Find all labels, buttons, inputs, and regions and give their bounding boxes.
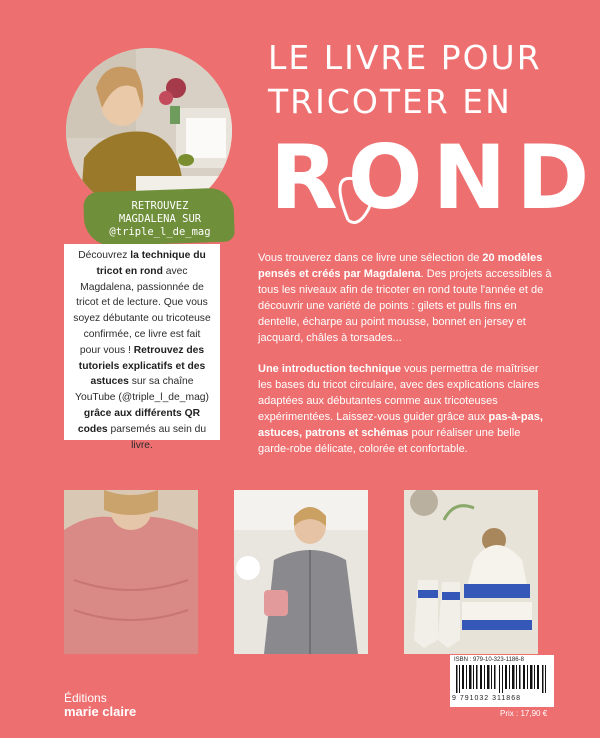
paragraph-1	[258, 250, 552, 346]
barcode-bars-icon	[456, 665, 548, 693]
p1-text-c: . Des projets accessibles à tous les niveaux afin de tricoter en rond toute l'année et de découvrir une variété de points : gilets et pulls fins en dentelle, écharpe au point mousse, bonnet en jersey et jacquard, châles à torsades...	[258, 268, 552, 344]
photo-grey-cardigan	[234, 490, 368, 654]
side-text-2: la technique du tricot en rond	[96, 250, 206, 277]
side-text-5: sur sa chaîne YouTube (@triple_l_de_mag)	[75, 376, 209, 404]
book-title-main: ROND	[270, 126, 600, 229]
p2-text-b: vous permettra de maîtriser les bases du tricot circulaire, avec des explications claires adaptées aux débutantes comme aux tricoteuses expérimentées. Laissez-vous guider grâce aux	[258, 363, 540, 423]
publisher-logo	[64, 692, 136, 718]
paragraph-2	[258, 361, 552, 457]
badge-line-2: MAGDALENA SUR	[118, 213, 202, 225]
title-line-1: LE LIVRE POUR	[268, 38, 542, 77]
side-text-7: parsemés au sein du livre.	[107, 423, 207, 451]
p1-text-a: Vous trouverez dans ce livre une sélection de	[258, 252, 483, 264]
p2-text-c: pas-à-pas, astuces, patrons et schémas	[258, 411, 543, 439]
swirl-decoration-icon	[318, 150, 398, 230]
side-text-3: avec Magdalena, passionnée de tricot et de lecture. Que vous soyez débutante ou tricoteuse confirmée, ce livre est fait pour vous !	[73, 265, 211, 356]
barcode-digits: 9 791032 311868	[452, 695, 521, 702]
isbn-text: ISBN : 979-10-323-1186-8	[454, 657, 524, 663]
author-badge-text	[98, 200, 222, 239]
photo-pink-sweater	[64, 490, 198, 654]
p2-text-a: Une introduction technique	[258, 363, 401, 375]
publisher-line-2: marie claire	[64, 704, 137, 719]
badge-line-1: RETROUVEZ	[131, 200, 189, 212]
book-title-top	[268, 36, 568, 124]
publisher-line-1: Éditions	[64, 691, 107, 705]
main-description	[258, 250, 552, 472]
barcode	[450, 655, 554, 707]
photo-hat-and-socks	[404, 490, 538, 654]
side-text-1: Découvrez	[78, 250, 131, 261]
price-label: Prix : 17,90 €	[500, 709, 548, 718]
p2-text-d: pour réaliser une belle garde-robe délicate, colorée et confortable.	[258, 427, 521, 455]
badge-handle: @triple_l_de_mag	[109, 226, 211, 238]
title-line-2: TRICOTER EN	[268, 82, 512, 121]
p1-text-b: 20 modèles pensés et créés par Magdalena	[258, 252, 543, 280]
side-description-box	[64, 244, 220, 451]
side-text-6: grâce aux différents QR codes	[77, 407, 201, 435]
side-text-4: Retrouvez des tutoriels explicatifs et des astuces	[78, 344, 206, 388]
